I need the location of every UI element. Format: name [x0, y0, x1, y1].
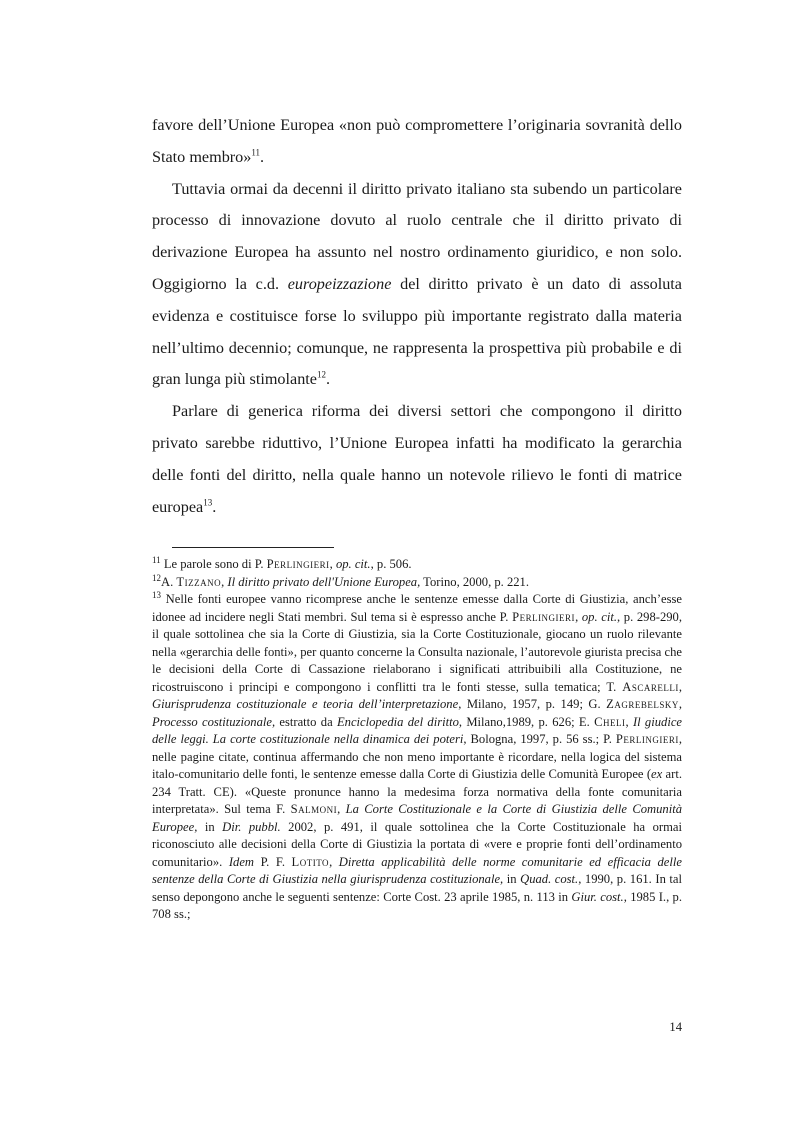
body-text [152, 110, 682, 523]
page-number: 14 [669, 1020, 682, 1034]
footnote-12: $^{12}$A. Tizzano, Il diritto privato dell'Unione Europea, Torino, 2000, p. 221. [152, 572, 529, 589]
paragraph-3: Parlare di generica riforma dei diversi settori che compongono il diritto privato sarebbe riduttivo, l’Unione Europea infatti ha modificato la gerarchia delle fonti del diritto, nella quale hanno un notevole rilievo le fonti di matrice europea$^{13}$. [152, 402, 682, 516]
footnote-separator [172, 547, 334, 548]
footnote-13: $^{13}$ Nelle fonti europee vanno ricomprese anche le sentenze emesse dalla Corte di Giustizia, anch’esse idonee ad incidere negli Stati membri. Sul tema si è espresso anche P. Perlingieri, op. cit., p. 298-290, il quale sottolinea che sia la Corte di Giustizia, sia la Corte Costituzionale, giocano un ruolo rilevante nella «gerarchia delle fonti», per quanto concerne la Consulta nazionale, l’autorevole giurista precisa che le decisioni della Corte di Cassazione rielaborano i significati attribuibili alla Costituzione, ne ricostruiscono i principi e compongono i conflitti tra le fonti stesse, sulla tematica; T. Ascarelli, Giurisprudenza costituzionale e teoria dell’interpretazione, Milano, 1957, p. 149; G. Zagrebelsky, Processo costituzionale, estratto da Enciclopedia del diritto, Milano,1989, p. 626; E. Cheli, Il giudice delle leggi. La corte costituzionale nella dinamica dei poteri, Bologna, 1997, p. 56 ss.; P. Perlingieri, nelle pagine citate, continua affermando che non meno importante è ricordare, nella logica del sistema italo-comunitario delle fonti, le sentenze emesse dalla Corte di Giustizia delle Comunità Europee (ex art. 234 Tratt. CE). «Queste pronunce hanno la medesima forza normativa della fonte comunitaria interpretata». Sul tema F. Salmoni, La Corte Costituzionale e la Corte di Giustizia delle Comunità Europee, in Dir. pubbl. 2002, p. 491, il quale sottolinea che la Corte Costituzionale ha ormai riconosciuto alle decisioni della Corte di Giustizia la portata di «vere e proprie fonti dell’ordinamento comunitario». Idem P. F. Lotito, Diretta applicabilità delle norme comunitarie ed efficacia delle sentenze della Corte di Giustizia nella giurisprudenza costituzionale, in Quad. cost., 1990, p. 161. In tal senso depongono anche le seguenti sentenze: Corte Cost. 23 aprile 1985, n. 113 in Giur. cost., 1985 I., p. 708 ss.; [152, 589, 683, 921]
footnote-11: $^{11}$ Le parole sono di P. Perlingieri, op. cit., p. 506. [152, 554, 412, 571]
paragraph-1: favore dell’Unione Europea «non può compromettere l’originaria sovranità dello Stato membro»$^{11}$. [152, 116, 682, 166]
footnote-ref-13: 13 [203, 497, 213, 508]
paragraph-2: Tuttavia ormai da decenni il diritto privato italiano sta subendo un particolare processo di innovazione dovuto al ruolo centrale che il diritto privato di derivazione Europea ha assunto nel nostro ordinamento giuridico, e non solo. Oggigiorno la c.d. europeizzazione del diritto privato è un dato di assoluta evidenza e costituisce forse lo sviluppo più importante registrato dalla materia nell’ultimo decennio; comunque, ne rappresenta la prospettiva più probabile e di gran lunga più stimolante$^{12}$. [152, 179, 682, 389]
footnote-ref-12: 12 [317, 369, 326, 380]
footnotes [152, 556, 682, 924]
footnote-ref-11: 11 [251, 147, 261, 158]
